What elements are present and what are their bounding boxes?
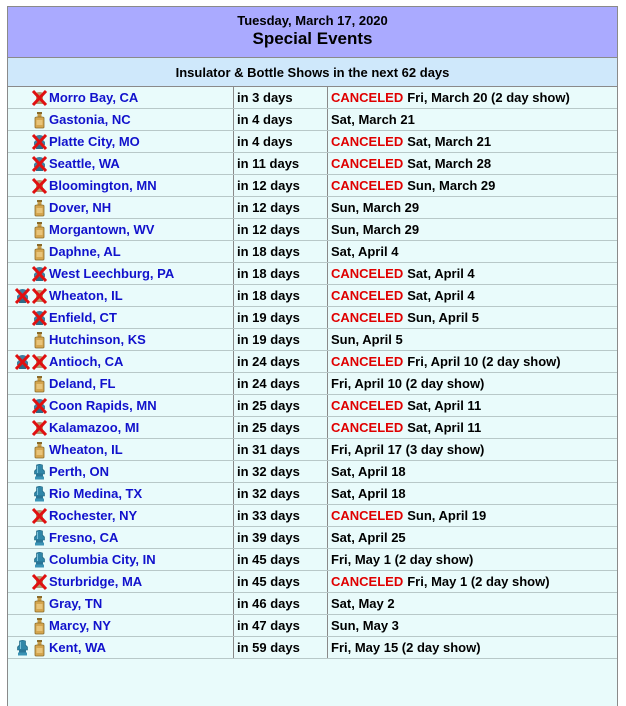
event-date-cell bbox=[328, 263, 617, 284]
show-type-icons bbox=[8, 485, 48, 503]
show-type-icons bbox=[8, 89, 48, 107]
event-city-link[interactable]: Enfield, CT bbox=[49, 310, 117, 325]
event-city-link[interactable]: Columbia City, IN bbox=[49, 552, 156, 567]
event-city-link[interactable]: Kalamazoo, MI bbox=[49, 420, 140, 435]
insulator-x-icon bbox=[31, 265, 48, 283]
event-date-cell bbox=[328, 131, 617, 152]
show-type-icons bbox=[8, 331, 48, 349]
event-row bbox=[8, 263, 617, 285]
event-city-link[interactable]: Deland, FL bbox=[49, 376, 116, 391]
event-location-cell bbox=[8, 417, 234, 438]
event-city-link[interactable]: Platte City, MO bbox=[49, 134, 140, 149]
event-location-cell bbox=[8, 527, 234, 548]
days-until: in 25 days bbox=[234, 395, 328, 416]
insulator-icon bbox=[31, 551, 48, 569]
days-until: in 24 days bbox=[234, 373, 328, 394]
canceled-label: CANCELED bbox=[331, 178, 404, 193]
days-until: in 32 days bbox=[234, 483, 328, 504]
event-city-link[interactable]: Morgantown, WV bbox=[49, 222, 155, 237]
bottle-icon bbox=[31, 243, 48, 261]
event-location-cell bbox=[8, 197, 234, 218]
event-city-link[interactable]: Coon Rapids, MN bbox=[49, 398, 157, 413]
days-until: in 19 days bbox=[234, 307, 328, 328]
event-row bbox=[8, 329, 617, 351]
event-row bbox=[8, 483, 617, 505]
bottle-icon bbox=[31, 639, 48, 657]
event-date-cell bbox=[328, 197, 617, 218]
canceled-label: CANCELED bbox=[331, 508, 404, 523]
days-until: in 59 days bbox=[234, 637, 328, 658]
event-row bbox=[8, 505, 617, 527]
event-row bbox=[8, 439, 617, 461]
event-city-link[interactable]: Daphne, AL bbox=[49, 244, 121, 259]
event-city-link[interactable]: Dover, NH bbox=[49, 200, 112, 215]
days-until: in 18 days bbox=[234, 263, 328, 284]
event-location-cell bbox=[8, 593, 234, 614]
event-date: Sun, May 3 bbox=[331, 618, 399, 633]
event-location-cell bbox=[8, 615, 234, 636]
event-date-cell bbox=[328, 87, 617, 108]
insulator-x-icon bbox=[31, 155, 48, 173]
event-location-cell bbox=[8, 263, 234, 284]
event-row bbox=[8, 175, 617, 197]
event-date-cell bbox=[328, 615, 617, 636]
show-type-icons bbox=[8, 287, 48, 305]
show-type-icons bbox=[8, 265, 48, 283]
event-row bbox=[8, 593, 617, 615]
event-location-cell bbox=[8, 329, 234, 350]
event-date: Sat, April 18 bbox=[331, 464, 406, 479]
event-date-cell bbox=[328, 637, 617, 658]
show-type-icons bbox=[8, 243, 48, 261]
bottle-icon bbox=[31, 375, 48, 393]
section-subtitle: Insulator & Bottle Shows in the next 62 days bbox=[8, 58, 617, 87]
show-type-icons bbox=[8, 507, 48, 525]
days-until: in 46 days bbox=[234, 593, 328, 614]
canceled-label: CANCELED bbox=[331, 354, 404, 369]
show-type-icons bbox=[8, 617, 48, 635]
event-location-cell bbox=[8, 285, 234, 306]
event-date-cell bbox=[328, 461, 617, 482]
event-location-cell bbox=[8, 483, 234, 504]
event-city-link[interactable]: Marcy, NY bbox=[49, 618, 111, 633]
event-city-link[interactable]: Seattle, WA bbox=[49, 156, 120, 171]
show-type-icons bbox=[8, 177, 48, 195]
canceled-label: CANCELED bbox=[331, 310, 404, 325]
show-type-icons bbox=[8, 573, 48, 591]
days-until: in 12 days bbox=[234, 219, 328, 240]
event-row bbox=[8, 87, 617, 109]
days-until: in 25 days bbox=[234, 417, 328, 438]
show-type-icons bbox=[8, 397, 48, 415]
days-until: in 39 days bbox=[234, 527, 328, 548]
event-date: Sat, April 4 bbox=[331, 244, 399, 259]
event-location-cell bbox=[8, 153, 234, 174]
canceled-label: CANCELED bbox=[331, 288, 404, 303]
event-row bbox=[8, 197, 617, 219]
show-type-icons bbox=[8, 551, 48, 569]
event-row bbox=[8, 373, 617, 395]
event-date-cell bbox=[328, 505, 617, 526]
event-location-cell bbox=[8, 637, 234, 658]
show-type-icons bbox=[8, 595, 48, 613]
days-until: in 12 days bbox=[234, 197, 328, 218]
days-until: in 18 days bbox=[234, 241, 328, 262]
bottle-icon bbox=[31, 441, 48, 459]
event-row bbox=[8, 571, 617, 593]
x-mark-icon bbox=[31, 507, 48, 525]
event-date-cell bbox=[328, 219, 617, 240]
event-date: Sat, April 4 bbox=[407, 288, 475, 303]
event-date: Sun, March 29 bbox=[331, 200, 420, 215]
x-mark-icon bbox=[31, 353, 48, 371]
event-location-cell bbox=[8, 351, 234, 372]
event-location-cell bbox=[8, 461, 234, 482]
event-date: Sun, April 5 bbox=[331, 332, 403, 347]
show-type-icons bbox=[8, 155, 48, 173]
special-events-table bbox=[7, 6, 618, 706]
event-date: Fri, May 15 (2 day show) bbox=[331, 640, 481, 655]
event-date: Sun, April 5 bbox=[407, 310, 479, 325]
event-date: Fri, May 1 (2 day show) bbox=[331, 552, 474, 567]
event-row bbox=[8, 131, 617, 153]
event-city-link[interactable]: Kent, WA bbox=[49, 640, 107, 655]
event-date-cell bbox=[328, 571, 617, 592]
days-until: in 31 days bbox=[234, 439, 328, 460]
bottle-icon bbox=[31, 595, 48, 613]
current-date: Tuesday, March 17, 2020 bbox=[237, 13, 388, 28]
event-date-cell bbox=[328, 175, 617, 196]
event-location-cell bbox=[8, 505, 234, 526]
days-until: in 12 days bbox=[234, 175, 328, 196]
event-date: Sun, April 19 bbox=[407, 508, 487, 523]
insulator-icon bbox=[14, 639, 31, 657]
event-date-cell bbox=[328, 153, 617, 174]
bottle-icon bbox=[31, 221, 48, 239]
x-mark-icon bbox=[31, 573, 48, 591]
bottle-icon bbox=[31, 331, 48, 349]
event-row bbox=[8, 241, 617, 263]
event-city-link[interactable]: Gray, TN bbox=[49, 596, 103, 611]
x-mark-icon bbox=[31, 177, 48, 195]
canceled-label: CANCELED bbox=[331, 420, 404, 435]
event-city-link[interactable]: Hutchinson, KS bbox=[49, 332, 146, 347]
event-date-cell bbox=[328, 373, 617, 394]
event-row bbox=[8, 153, 617, 175]
event-date: Sun, March 29 bbox=[407, 178, 496, 193]
event-city-link[interactable]: Perth, ON bbox=[49, 464, 109, 479]
insulator-x-icon bbox=[31, 397, 48, 415]
event-date: Fri, April 17 (3 day show) bbox=[331, 442, 485, 457]
event-row bbox=[8, 637, 617, 659]
days-until: in 24 days bbox=[234, 351, 328, 372]
show-type-icons bbox=[8, 639, 48, 657]
event-location-cell bbox=[8, 549, 234, 570]
event-date-cell bbox=[328, 307, 617, 328]
days-until: in 3 days bbox=[234, 87, 328, 108]
event-city-link[interactable]: West Leechburg, PA bbox=[49, 266, 175, 281]
event-city-link[interactable]: Wheaton, IL bbox=[49, 442, 123, 457]
event-date-cell bbox=[328, 417, 617, 438]
event-date: Sat, April 18 bbox=[331, 486, 406, 501]
canceled-label: CANCELED bbox=[331, 156, 404, 171]
event-location-cell bbox=[8, 87, 234, 108]
canceled-label: CANCELED bbox=[331, 266, 404, 281]
days-until: in 32 days bbox=[234, 461, 328, 482]
event-location-cell bbox=[8, 241, 234, 262]
event-date: Fri, March 20 (2 day show) bbox=[407, 90, 570, 105]
canceled-label: CANCELED bbox=[331, 574, 404, 589]
event-date: Sat, March 21 bbox=[331, 112, 415, 127]
event-date-cell bbox=[328, 483, 617, 504]
canceled-label: CANCELED bbox=[331, 90, 404, 105]
event-date-cell bbox=[328, 285, 617, 306]
x-mark-icon bbox=[31, 89, 48, 107]
event-location-cell bbox=[8, 395, 234, 416]
event-row bbox=[8, 461, 617, 483]
x-mark-icon bbox=[31, 287, 48, 305]
bottle-icon bbox=[31, 617, 48, 635]
insulator-x-icon bbox=[31, 133, 48, 151]
days-until: in 45 days bbox=[234, 571, 328, 592]
event-date-cell bbox=[328, 395, 617, 416]
events-list bbox=[8, 87, 617, 659]
event-row bbox=[8, 417, 617, 439]
event-date: Sat, March 28 bbox=[407, 156, 492, 171]
event-city-link[interactable]: Sturbridge, MA bbox=[49, 574, 143, 589]
insulator-icon bbox=[31, 529, 48, 547]
event-row bbox=[8, 219, 617, 241]
show-type-icons bbox=[8, 419, 48, 437]
event-date: Sat, April 11 bbox=[407, 420, 482, 435]
days-until: in 33 days bbox=[234, 505, 328, 526]
days-until: in 19 days bbox=[234, 329, 328, 350]
insulator-x-icon bbox=[14, 353, 31, 371]
event-location-cell bbox=[8, 175, 234, 196]
event-date: Sat, May 2 bbox=[331, 596, 395, 611]
show-type-icons bbox=[8, 463, 48, 481]
event-date-cell bbox=[328, 351, 617, 372]
insulator-icon bbox=[31, 485, 48, 503]
event-date-cell bbox=[328, 241, 617, 262]
event-row bbox=[8, 307, 617, 329]
event-date: Sat, April 4 bbox=[407, 266, 475, 281]
event-date-cell bbox=[328, 527, 617, 548]
insulator-x-icon bbox=[14, 287, 31, 305]
canceled-label: CANCELED bbox=[331, 398, 404, 413]
days-until: in 4 days bbox=[234, 131, 328, 152]
bottle-icon bbox=[31, 199, 48, 217]
event-city-link[interactable]: Fresno, CA bbox=[49, 530, 119, 545]
event-row bbox=[8, 395, 617, 417]
event-city-link[interactable]: Rio Medina, TX bbox=[49, 486, 143, 501]
event-date-cell bbox=[328, 549, 617, 570]
event-location-cell bbox=[8, 131, 234, 152]
event-row bbox=[8, 285, 617, 307]
event-date: Fri, May 1 (2 day show) bbox=[407, 574, 550, 589]
event-row bbox=[8, 351, 617, 373]
event-row bbox=[8, 527, 617, 549]
event-date: Sun, March 29 bbox=[331, 222, 420, 237]
event-location-cell bbox=[8, 571, 234, 592]
event-city-link[interactable]: Gastonia, NC bbox=[49, 112, 131, 127]
event-date-cell bbox=[328, 593, 617, 614]
event-date-cell bbox=[328, 109, 617, 130]
event-row bbox=[8, 615, 617, 637]
event-city-link[interactable]: Bloomington, MN bbox=[49, 178, 157, 193]
event-date: Fri, April 10 (2 day show) bbox=[407, 354, 561, 369]
page-title: Special Events bbox=[252, 29, 373, 48]
days-until: in 47 days bbox=[234, 615, 328, 636]
event-date: Sat, March 21 bbox=[407, 134, 492, 149]
show-type-icons bbox=[8, 529, 48, 547]
event-city-link[interactable]: Rochester, NY bbox=[49, 508, 138, 523]
show-type-icons bbox=[8, 309, 48, 327]
bottle-icon bbox=[31, 111, 48, 129]
days-until: in 45 days bbox=[234, 549, 328, 570]
event-location-cell bbox=[8, 219, 234, 240]
event-date: Fri, April 10 (2 day show) bbox=[331, 376, 485, 391]
insulator-x-icon bbox=[31, 309, 48, 327]
event-date-cell bbox=[328, 329, 617, 350]
insulator-icon bbox=[31, 463, 48, 481]
event-date: Sat, April 25 bbox=[331, 530, 406, 545]
event-row bbox=[8, 109, 617, 131]
event-location-cell bbox=[8, 373, 234, 394]
show-type-icons bbox=[8, 441, 48, 459]
event-location-cell bbox=[8, 439, 234, 460]
event-date-cell bbox=[328, 439, 617, 460]
event-location-cell bbox=[8, 307, 234, 328]
days-until: in 4 days bbox=[234, 109, 328, 130]
x-mark-icon bbox=[31, 419, 48, 437]
table-header bbox=[8, 7, 617, 58]
show-type-icons bbox=[8, 375, 48, 393]
days-until: in 11 days bbox=[234, 153, 328, 174]
event-row bbox=[8, 549, 617, 571]
show-type-icons bbox=[8, 199, 48, 217]
event-location-cell bbox=[8, 109, 234, 130]
show-type-icons bbox=[8, 221, 48, 239]
show-type-icons bbox=[8, 133, 48, 151]
event-city-link[interactable]: Wheaton, IL bbox=[49, 288, 123, 303]
event-city-link[interactable]: Antioch, CA bbox=[49, 354, 124, 369]
days-until: in 18 days bbox=[234, 285, 328, 306]
canceled-label: CANCELED bbox=[331, 134, 404, 149]
event-city-link[interactable]: Morro Bay, CA bbox=[49, 90, 139, 105]
event-date: Sat, April 11 bbox=[407, 398, 482, 413]
show-type-icons bbox=[8, 111, 48, 129]
show-type-icons bbox=[8, 353, 48, 371]
